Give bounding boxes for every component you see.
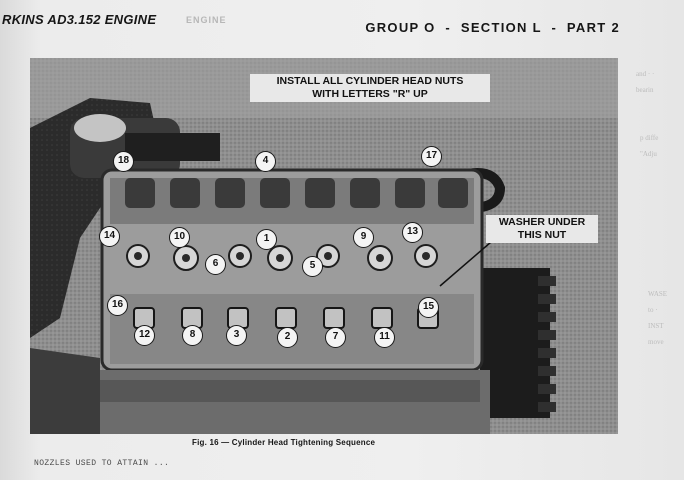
sequence-badge: 7 <box>325 327 346 348</box>
sequence-badge: 6 <box>205 254 226 275</box>
sequence-badge: 15 <box>418 297 439 318</box>
sequence-badge: 1 <box>256 229 277 250</box>
engine-cylinder-head-photo <box>30 58 618 434</box>
sequence-badge: 18 <box>113 151 134 172</box>
engine-title: RKINS AD3.152 ENGINE <box>2 12 157 27</box>
footer-bleed-text: NOZZLES USED TO ATTAIN ... <box>34 459 170 468</box>
faded-bleed-heading: ENGINE <box>186 15 227 25</box>
manual-page: RKINS AD3.152 ENGINE ENGINE GROUP O - SECTION L - PART 2 and · · bearin p diffe "Adju WASE to · INST move INSTALL ALL CYLINDER HEAD NUTS WITH LETTERS "R" UP WASHER UNDER THIS NUT 18 4 17 14 10 1 9 13 6 5 16 15 12 8 3 2 7 11 Fig. 16 — Cylinder Head Tightening Sequence NOZZLES USED TO ATTAIN ... <box>0 0 684 480</box>
sequence-badge: 17 <box>421 146 442 167</box>
sequence-badge: 13 <box>402 222 423 243</box>
install-nuts-callout: INSTALL ALL CYLINDER HEAD NUTS WITH LETTERS "R" UP <box>250 74 490 102</box>
sequence-badge: 11 <box>374 327 395 348</box>
sequence-badge: 3 <box>226 325 247 346</box>
figure-caption: Fig. 16 — Cylinder Head Tightening Sequence <box>192 438 376 447</box>
sequence-badge: 16 <box>107 295 128 316</box>
sequence-badge: 9 <box>353 227 374 248</box>
sequence-badge: 14 <box>99 226 120 247</box>
sequence-badge: 2 <box>277 327 298 348</box>
sequence-badge: 4 <box>255 151 276 172</box>
section-title: GROUP O - SECTION L - PART 2 <box>365 20 620 35</box>
sequence-badge: 10 <box>169 227 190 248</box>
washer-callout: WASHER UNDER THIS NUT <box>486 215 598 243</box>
sequence-badge: 8 <box>182 325 203 346</box>
sequence-badge: 5 <box>302 256 323 277</box>
sequence-badge: 12 <box>134 325 155 346</box>
